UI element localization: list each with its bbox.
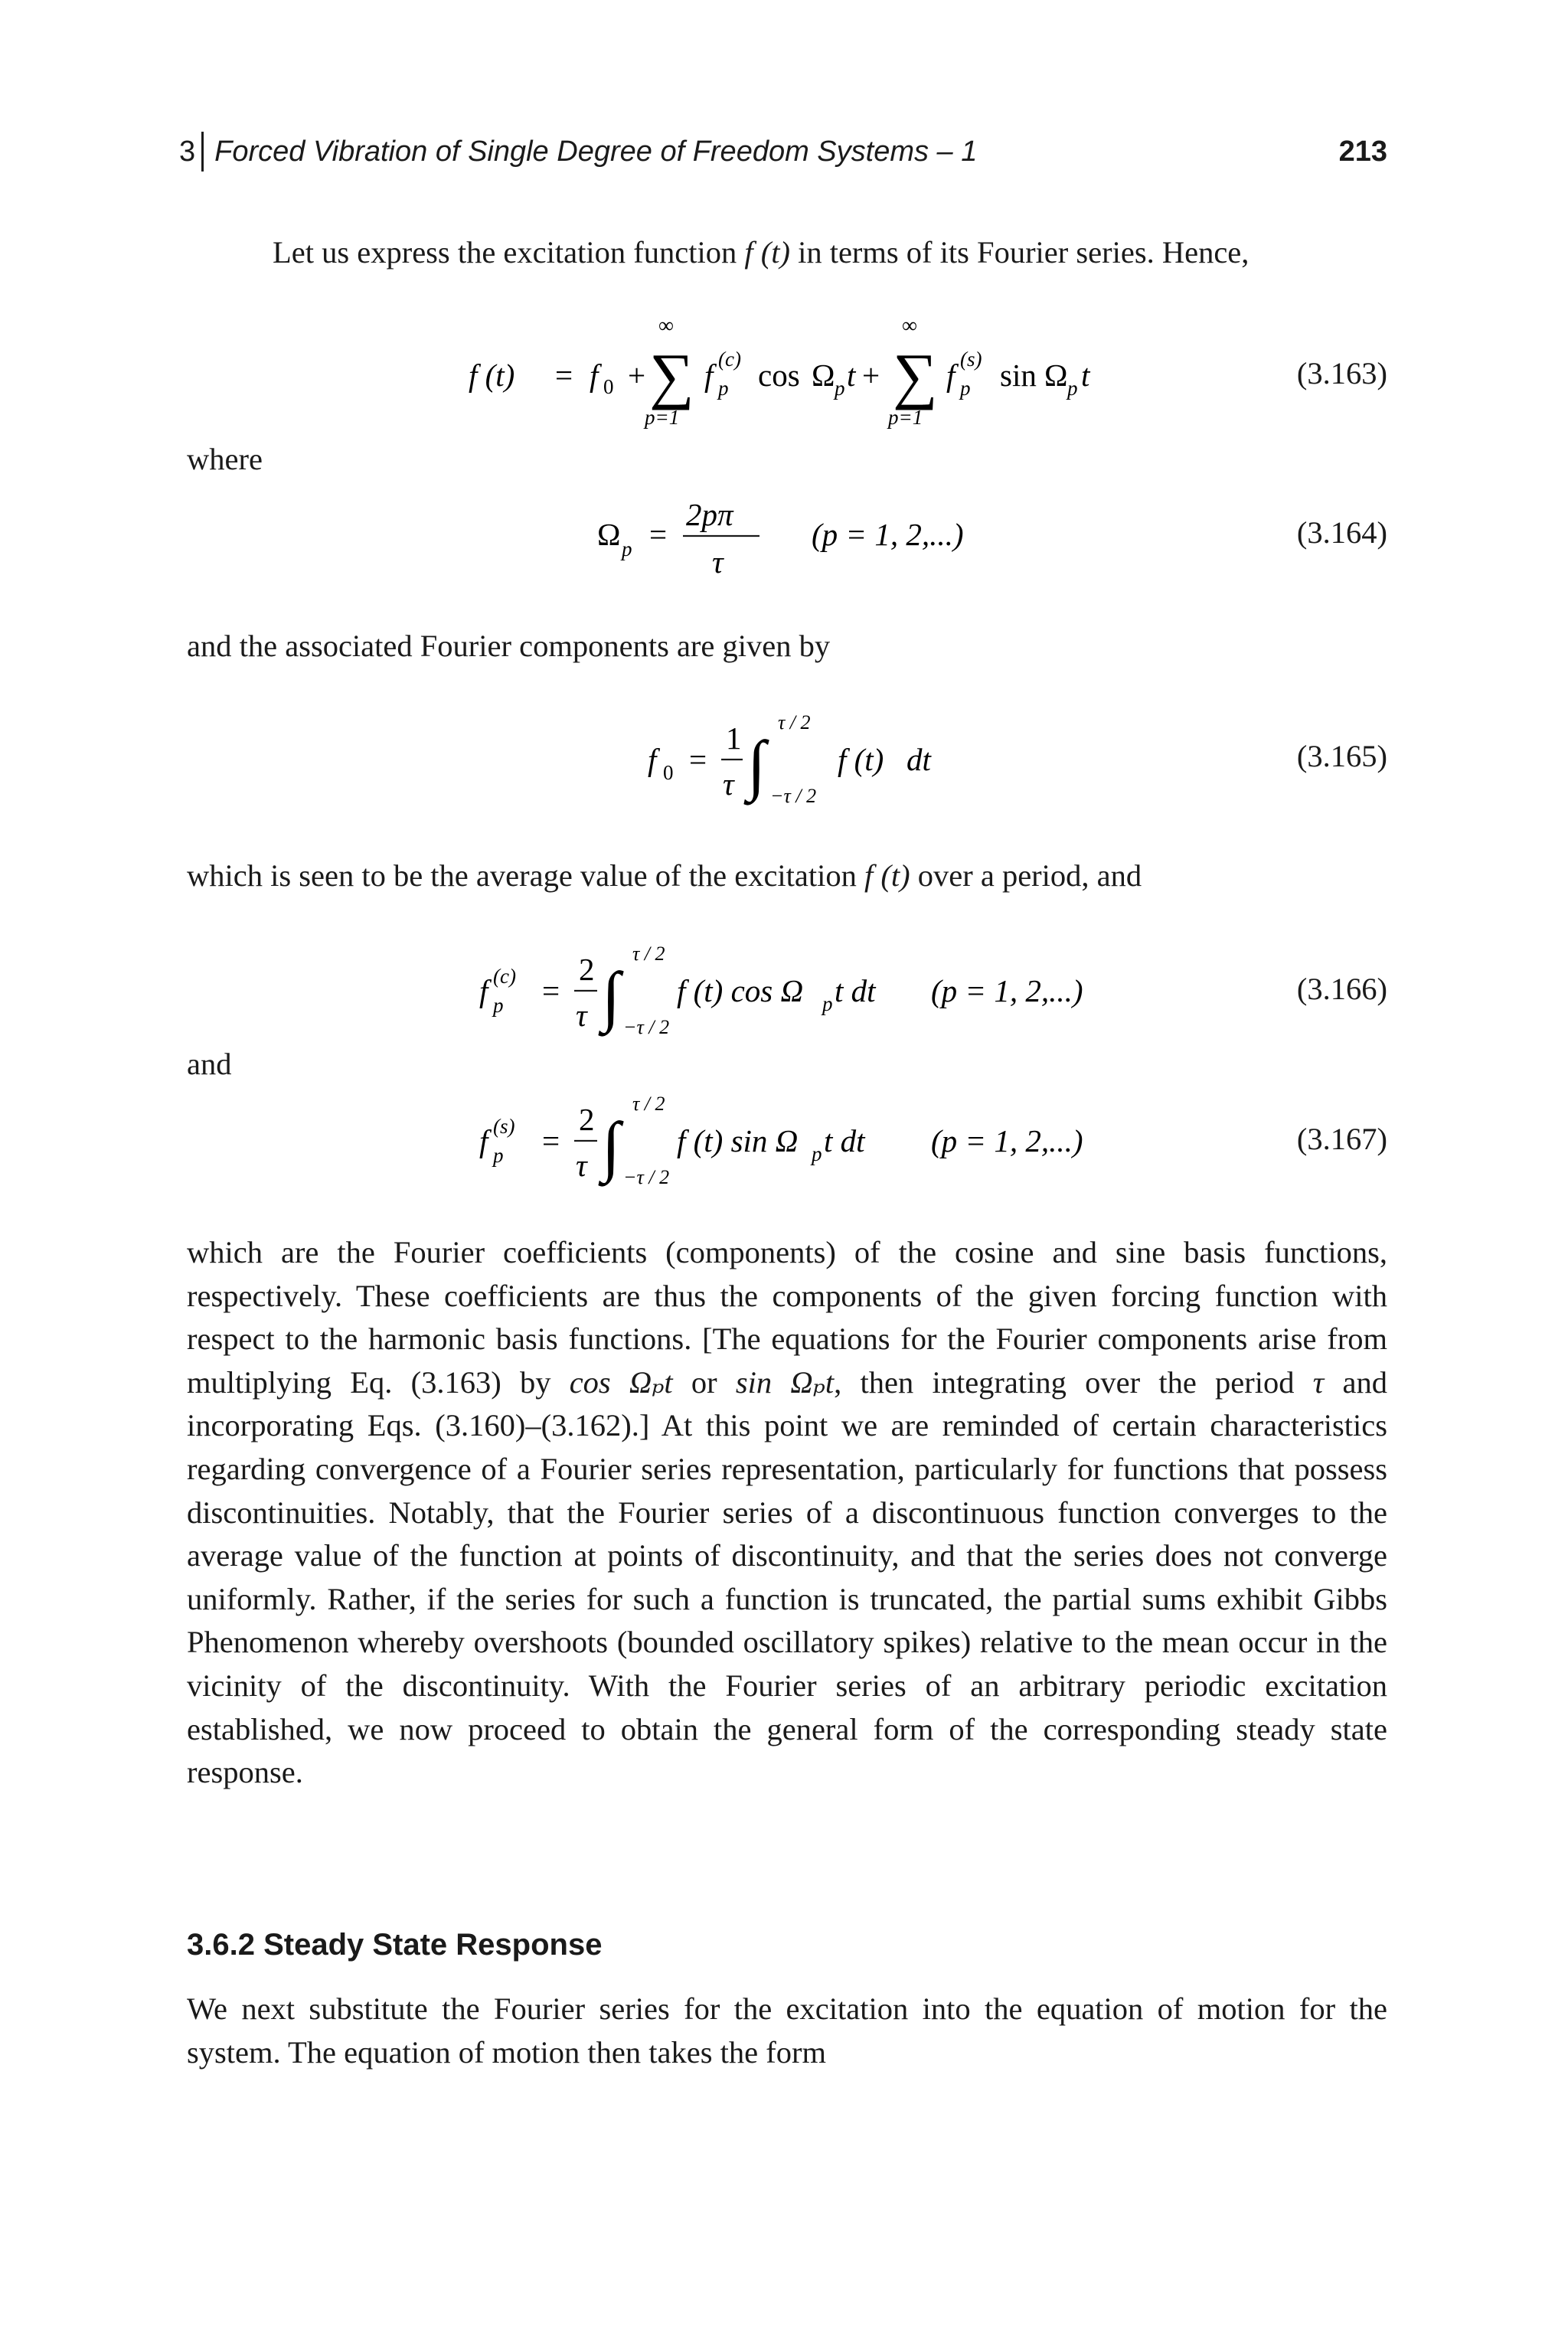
svg-text:f: f	[590, 358, 599, 393]
svg-text:f (t): f (t)	[838, 742, 884, 777]
inline-math-sin: sin Ωₚt	[735, 1364, 835, 1400]
svg-text:f: f	[479, 973, 488, 1008]
svg-text:−τ / 2: −τ / 2	[770, 785, 817, 807]
svg-text:(p = 1, 2,...): (p = 1, 2,...)	[812, 517, 964, 552]
fraction-numerator: 2pπ	[686, 497, 733, 532]
svg-text:(c): (c)	[718, 348, 741, 371]
chapter-number: 3	[179, 136, 196, 168]
fraction-denominator: τ	[712, 544, 724, 580]
svg-text:p: p	[718, 377, 729, 400]
svg-text:=: =	[542, 1123, 560, 1158]
page-number: 213	[1338, 136, 1387, 168]
equation-3-165	[635, 704, 957, 819]
chapter-title: Forced Vibration of Single Degree of Freedom Systems – 1	[214, 136, 978, 168]
intro-paragraph: Let us express the excitation function f (t) in terms of its Fourier series. Hence,	[273, 235, 1250, 270]
svg-text:=: =	[649, 517, 668, 552]
svg-text:(p = 1, 2,...): (p = 1, 2,...)	[931, 1123, 1083, 1158]
sum-symbol: ∑	[649, 341, 694, 410]
svg-text:τ / 2: τ / 2	[632, 943, 665, 965]
equation-3-163	[444, 314, 1194, 444]
equation-number-3-167: (3.167)	[1296, 1122, 1387, 1156]
svg-text:p: p	[822, 992, 833, 1015]
svg-text:τ: τ	[723, 766, 734, 802]
svg-text:Ω: Ω	[1044, 358, 1068, 393]
svg-text:t dt: t dt	[835, 973, 876, 1008]
inline-math-tau: τ	[1312, 1364, 1325, 1400]
svg-text:Ω: Ω	[812, 358, 835, 393]
integral-symbol: ∫	[602, 1109, 621, 1184]
svg-text:+: +	[628, 358, 646, 393]
svg-text:=: =	[689, 742, 707, 777]
svg-text:p: p	[622, 537, 632, 560]
svg-text:f: f	[946, 358, 956, 393]
svg-text:Ω: Ω	[597, 517, 621, 552]
svg-text:p: p	[960, 377, 971, 400]
equation-3-167	[459, 1086, 1148, 1201]
svg-text:p: p	[1067, 377, 1078, 400]
svg-text:+: +	[862, 358, 880, 393]
svg-text:2: 2	[579, 1102, 595, 1137]
svg-text:f: f	[479, 1123, 488, 1158]
integral-symbol: ∫	[602, 959, 621, 1034]
header-divider	[201, 132, 204, 172]
svg-text:f (t) sin Ω: f (t) sin Ω	[677, 1123, 799, 1158]
svg-text:0: 0	[663, 761, 674, 784]
svg-text:cos: cos	[758, 358, 800, 393]
svg-text:f: f	[648, 742, 657, 777]
svg-text:τ: τ	[576, 998, 587, 1033]
svg-text:p: p	[493, 994, 504, 1017]
inline-math-cos: cos Ωₚt	[569, 1364, 673, 1400]
svg-text:t: t	[847, 358, 856, 393]
svg-text:τ / 2: τ / 2	[778, 711, 811, 733]
svg-text:p: p	[835, 377, 845, 400]
svg-text:f: f	[704, 358, 714, 393]
svg-text:p: p	[493, 1144, 504, 1167]
average-value-text: which is seen to be the average value of the excitation f (t) over a period, and	[187, 858, 1142, 893]
equation-3-166	[459, 936, 1148, 1050]
svg-text:−τ / 2: −τ / 2	[623, 1166, 670, 1188]
svg-text:p: p	[812, 1142, 822, 1165]
svg-text:=: =	[542, 973, 560, 1008]
integral-symbol: ∫	[747, 728, 766, 802]
svg-text:dt: dt	[906, 742, 931, 777]
svg-text:(s): (s)	[960, 348, 982, 371]
associated-components-text: and the associated Fourier components are given by	[187, 629, 831, 663]
svg-text:(c): (c)	[493, 965, 516, 988]
svg-text:=: =	[555, 358, 573, 393]
equation-3-164	[582, 482, 1041, 597]
equation-number-3-163: (3.163)	[1296, 356, 1387, 390]
svg-text:sin: sin	[1000, 358, 1037, 393]
svg-text:0: 0	[603, 375, 614, 398]
svg-text:∞: ∞	[902, 314, 917, 338]
svg-text:(p = 1, 2,...): (p = 1, 2,...)	[931, 973, 1083, 1008]
svg-text:t dt: t dt	[824, 1123, 865, 1158]
svg-text:τ: τ	[576, 1148, 587, 1183]
equation-number-3-164: (3.164)	[1296, 515, 1387, 550]
svg-text:p=1: p=1	[888, 406, 923, 429]
equation-number-3-166: (3.166)	[1296, 972, 1387, 1006]
svg-text:∞: ∞	[658, 314, 674, 338]
fourier-coefficients-paragraph: which are the Fourier coefficients (components) of the cosine and sine basis functions, respectively. These coefficients are thus the components of the given forcing function with respect to the harmonic basis functions. [The equations for the Fourier components arise from multiplying Eq. (3.163) by cos Ωₚt or sin Ωₚt, then integrating over the period τ and incorporating Eqs. (3.160)–(3.162).] At this point we are reminded of certain characteristics regarding convergence of a Fourier series representation, particularly for functions that possess discontinuities. Notably, that the Fourier series of a discontinuous function converges to the average value of the function at points of discontinuity, and that the series does not converge uniformly. Rather, if the series for such a function is truncated, the partial sums exhibit Gibbs Phenomenon whereby overshoots (bounded oscillatory spikes) relative to the mean occur in the vicinity of the discontinuity. With the Fourier series of an arbitrary periodic excitation established, we now proceed to obtain the general form of the corresponding steady state response.	[187, 1235, 1387, 1790]
section-heading: 3.6.2 Steady State Response	[187, 1928, 603, 1962]
label-where: where	[187, 442, 263, 476]
svg-text:2: 2	[579, 952, 595, 987]
sum-symbol: ∑	[893, 341, 938, 410]
svg-text:τ / 2: τ / 2	[632, 1093, 665, 1115]
label-and: and	[187, 1047, 232, 1081]
steady-state-paragraph: We next substitute the Fourier series for the excitation into the equation of motion for the system. The equation of motion then takes the form	[187, 1991, 1387, 2070]
svg-text:p=1: p=1	[645, 406, 680, 429]
eq163-lhs: f (t)	[469, 358, 515, 393]
equation-number-3-165: (3.165)	[1296, 739, 1387, 773]
svg-text:1: 1	[726, 720, 742, 756]
svg-text:f (t) cos Ω: f (t) cos Ω	[677, 973, 804, 1008]
running-header	[179, 132, 977, 172]
svg-text:−τ / 2: −τ / 2	[623, 1016, 670, 1038]
inline-math-f-of-t: f (t)	[744, 235, 790, 270]
svg-text:t: t	[1081, 358, 1090, 393]
svg-text:(s): (s)	[493, 1115, 515, 1138]
